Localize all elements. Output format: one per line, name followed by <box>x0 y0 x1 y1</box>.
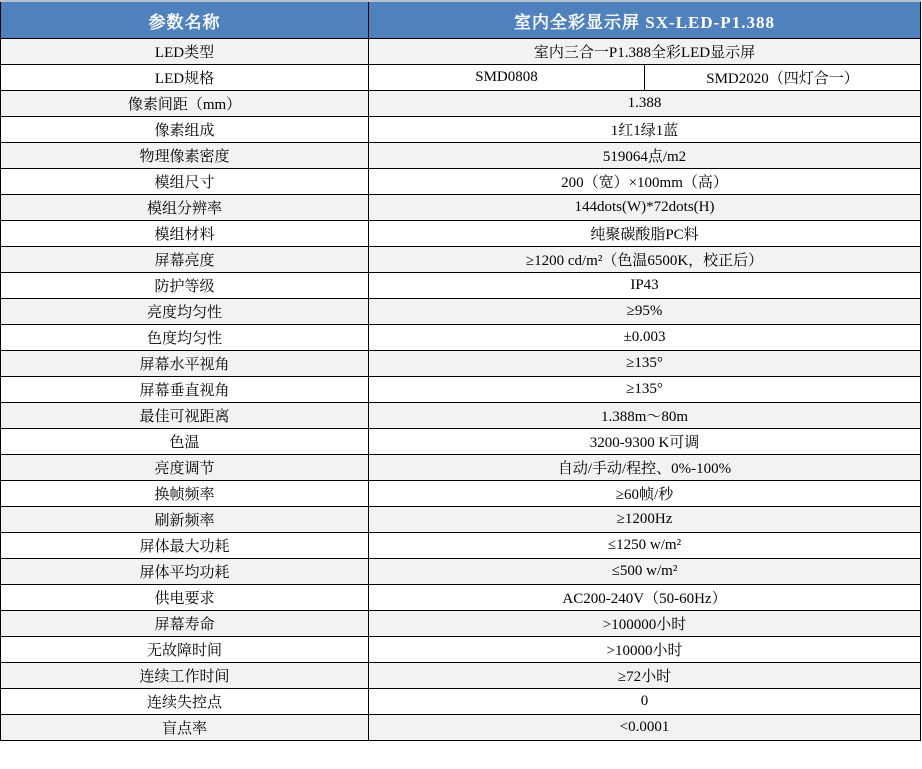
param-value-cell: ≥60帧/秒 <box>369 481 921 507</box>
param-name-cell: 供电要求 <box>1 585 369 611</box>
param-value-cell: ≤500 w/m² <box>369 559 921 585</box>
param-value-cell: 519064点/m2 <box>369 143 921 169</box>
param-name-cell: 连续失控点 <box>1 689 369 715</box>
product-title-header: 室内全彩显示屏 SX-LED-P1.388 <box>369 1 921 39</box>
param-value-cell: ≥135° <box>369 377 921 403</box>
param-name-cell: 模组尺寸 <box>1 169 369 195</box>
param-name-cell: 模组分辨率 <box>1 195 369 221</box>
param-name-cell: 亮度调节 <box>1 455 369 481</box>
param-name-cell: 模组材料 <box>1 221 369 247</box>
param-value-cell: ≤1250 w/m² <box>369 533 921 559</box>
param-name-cell: 屏体平均功耗 <box>1 559 369 585</box>
param-value-cell: 144dots(W)*72dots(H) <box>369 195 921 221</box>
param-name-cell: 色温 <box>1 429 369 455</box>
param-name-cell: 屏幕亮度 <box>1 247 369 273</box>
table-row <box>1 533 921 559</box>
param-name-cell: 像素组成 <box>1 117 369 143</box>
param-name-cell: 屏幕寿命 <box>1 611 369 637</box>
table-row <box>1 689 921 715</box>
table-row <box>1 169 921 195</box>
table-row <box>1 585 921 611</box>
param-name-cell: 最佳可视距离 <box>1 403 369 429</box>
param-value-cell: ≥1200Hz <box>369 507 921 533</box>
param-name-cell: 防护等级 <box>1 273 369 299</box>
param-value-cell: >10000小时 <box>369 637 921 663</box>
table-row <box>1 39 921 65</box>
param-value-cell: 自动/手动/程控、0%-100% <box>369 455 921 481</box>
table-row <box>1 247 921 273</box>
table-row <box>1 429 921 455</box>
param-value-cell: 1.388m～80m <box>369 403 921 429</box>
param-value-cell: 室内三合一P1.388全彩LED显示屏 <box>369 39 921 65</box>
param-value-cell: IP43 <box>369 273 921 299</box>
param-value-cell: 3200-9300 K可调 <box>369 429 921 455</box>
param-name-cell: LED规格 <box>1 65 369 91</box>
param-value-cell: ≥72小时 <box>369 663 921 689</box>
table-row <box>1 507 921 533</box>
table-row <box>1 559 921 585</box>
table-row <box>1 611 921 637</box>
param-name-cell: 屏幕水平视角 <box>1 351 369 377</box>
table-row <box>1 377 921 403</box>
param-value-cell: ≥135° <box>369 351 921 377</box>
param-value-cell: 200（宽）×100mm（高） <box>369 169 921 195</box>
param-name-cell: 像素间距（mm） <box>1 91 369 117</box>
table-header-row <box>1 1 921 39</box>
table-row <box>1 325 921 351</box>
param-name-cell: 刷新频率 <box>1 507 369 533</box>
table-row <box>1 273 921 299</box>
table-row <box>1 299 921 325</box>
param-name-cell: 屏体最大功耗 <box>1 533 369 559</box>
table-row <box>1 143 921 169</box>
table-row <box>1 351 921 377</box>
table-row <box>1 117 921 143</box>
param-value-cell: SMD0808 <box>369 65 645 91</box>
param-name-cell: 色度均匀性 <box>1 325 369 351</box>
param-value-cell: 1.388 <box>369 91 921 117</box>
param-name-cell: 物理像素密度 <box>1 143 369 169</box>
param-name-cell: LED类型 <box>1 39 369 65</box>
param-value-cell: ≥95% <box>369 299 921 325</box>
param-value-cell: 纯聚碳酸脂PC料 <box>369 221 921 247</box>
param-value-cell: AC200-240V（50-60Hz） <box>369 585 921 611</box>
param-value-cell: 0 <box>369 689 921 715</box>
table-row <box>1 481 921 507</box>
table-row <box>1 715 921 741</box>
param-name-cell: 盲点率 <box>1 715 369 741</box>
param-value-cell: ≥1200 cd/m²（色温6500K，校正后） <box>369 247 921 273</box>
table-row <box>1 195 921 221</box>
param-name-cell: 屏幕垂直视角 <box>1 377 369 403</box>
param-name-header: 参数名称 <box>1 1 369 39</box>
table-row <box>1 403 921 429</box>
param-value-cell: >100000小时 <box>369 611 921 637</box>
table-row <box>1 221 921 247</box>
param-value-cell: <0.0001 <box>369 715 921 741</box>
param-name-cell: 换帧频率 <box>1 481 369 507</box>
table-body <box>1 39 921 741</box>
table-row <box>1 91 921 117</box>
param-value-cell: ±0.003 <box>369 325 921 351</box>
table-row <box>1 637 921 663</box>
param-name-cell: 亮度均匀性 <box>1 299 369 325</box>
param-name-cell: 连续工作时间 <box>1 663 369 689</box>
param-value-cell-2: SMD2020（四灯合一） <box>645 65 921 91</box>
param-name-cell: 无故障时间 <box>1 637 369 663</box>
param-value-cell: 1红1绿1蓝 <box>369 117 921 143</box>
table-row <box>1 663 921 689</box>
table-row <box>1 65 921 91</box>
table-row <box>1 455 921 481</box>
